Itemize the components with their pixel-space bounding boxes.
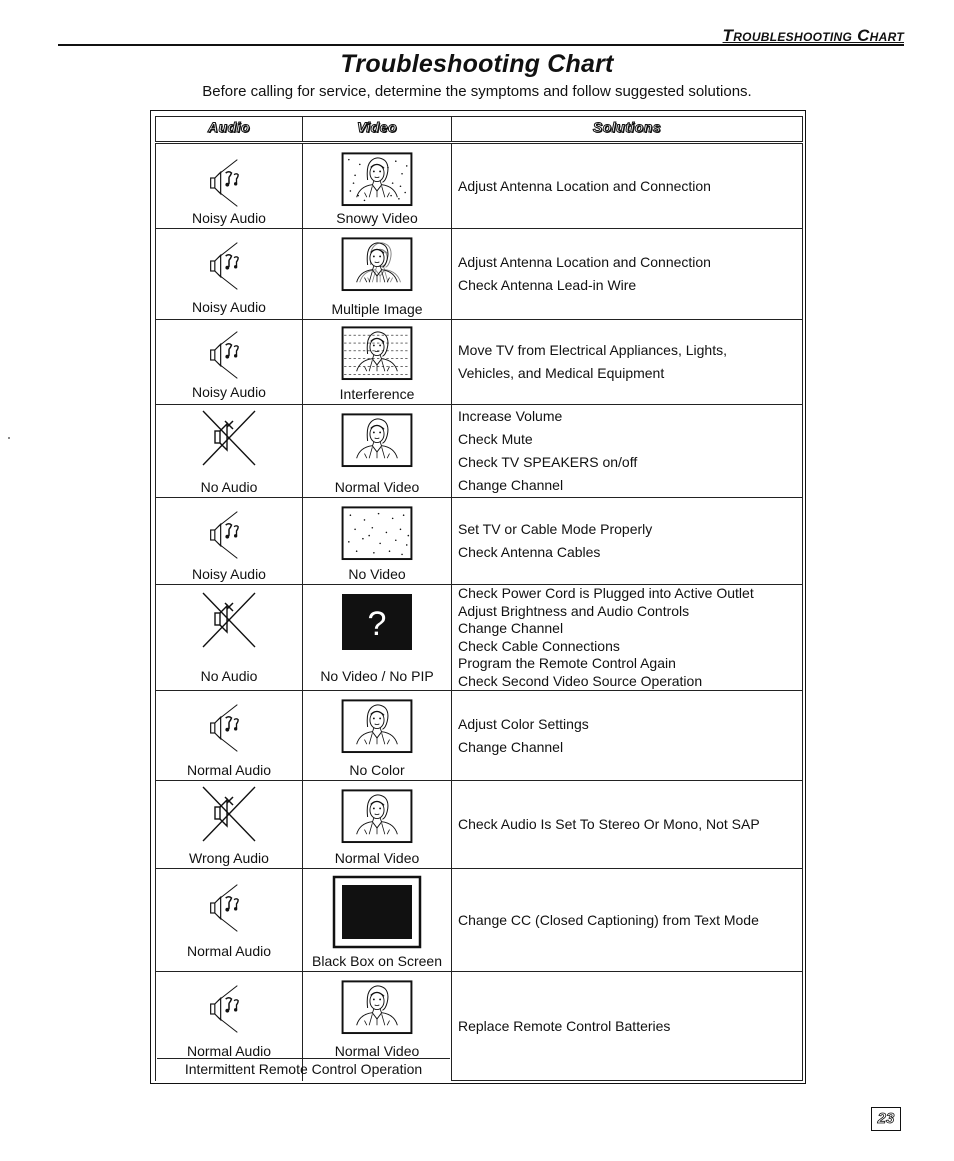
audio-symptom: Normal Audio (186, 762, 272, 778)
audio-cell (156, 229, 303, 320)
solution-item: Check Antenna Cables (458, 544, 601, 560)
video-symptom: Snowy Video (336, 210, 418, 226)
solution-item: Check Second Video Source Operation (458, 672, 703, 689)
solution-item: Program the Remote Control Again (458, 655, 676, 671)
table-row (156, 781, 803, 869)
black-box-screen-icon (332, 875, 422, 949)
video-cell (303, 498, 452, 585)
solutions-cell (452, 143, 803, 229)
normal-picture-icon (341, 787, 413, 847)
table-row (156, 585, 803, 691)
speaker-sound-icon (201, 330, 257, 380)
solutions-cell (452, 229, 803, 320)
audio-cell (156, 781, 303, 869)
solutions-cell (452, 405, 803, 498)
solution-item: Increase Volume (458, 408, 563, 424)
solutions-cell (452, 585, 803, 691)
solutions-cell (452, 691, 803, 781)
video-cell (303, 320, 452, 405)
page-subtitle: Before calling for service, determine the symptoms and follow suggested solutions. (202, 83, 752, 100)
table-row (156, 405, 803, 498)
video-symptom: No Color (349, 762, 405, 778)
speaker-sound-icon (201, 984, 257, 1034)
header-audio: Audio (156, 117, 303, 143)
svg-text:?: ? (367, 605, 387, 643)
solution-item: Check Audio Is Set To Stereo Or Mono, Not SAP (458, 816, 760, 832)
audio-cell (156, 143, 303, 229)
speaker-crossed-icon (197, 785, 261, 845)
audio-symptom: Noisy Audio (192, 299, 266, 315)
audio-symptom: No Audio (200, 479, 258, 495)
snowy-picture-icon (341, 150, 413, 210)
normal-picture-icon (341, 411, 413, 471)
solution-item: Vehicles, and Medical Equipment (458, 365, 665, 381)
audio-symptom: Normal Audio (186, 943, 272, 959)
solution-item: Check Power Cord is Plugged into Active Outlet (458, 585, 754, 601)
video-symptom: Normal Video (334, 1042, 420, 1059)
video-cell (303, 143, 452, 229)
normal-picture-icon (341, 978, 413, 1038)
page-title: Troubleshooting Chart (340, 50, 614, 78)
audio-cell (156, 869, 303, 972)
solution-item: Adjust Antenna Location and Connection (458, 177, 711, 194)
table-row (156, 320, 803, 405)
audio-symptom: Noisy Audio (192, 384, 266, 400)
solutions-cell (452, 869, 803, 972)
solutions-cell (452, 781, 803, 869)
speaker-crossed-icon (197, 591, 261, 651)
multiple-image-picture-icon (341, 235, 413, 295)
video-symptom: Normal Video (334, 479, 420, 495)
interference-picture-icon (341, 324, 413, 384)
stray-mark (8, 437, 10, 439)
running-header: Troubleshooting Chart (722, 26, 904, 45)
table-header-row (156, 117, 803, 143)
solutions-cell (452, 498, 803, 585)
solution-item: Change Channel (458, 738, 564, 755)
solution-item: Change Channel (458, 477, 564, 493)
solution-item: Check Mute (458, 431, 533, 447)
speaker-sound-icon (201, 883, 257, 933)
table-row (156, 498, 803, 585)
audio-cell (156, 405, 303, 498)
video-symptom: Normal Video (334, 850, 420, 866)
video-symptom: Interference (339, 386, 415, 402)
solution-item: Check Cable Connections (458, 637, 620, 654)
audio-cell (156, 691, 303, 781)
solutions-cell (452, 320, 803, 405)
static-screen-icon (341, 504, 413, 564)
solution-item: Adjust Antenna Location and Connection (458, 254, 711, 270)
row-footnote: Intermittent Remote Control Operation (157, 1058, 450, 1079)
solution-item: Move TV from Electrical Appliances, Lights, (458, 342, 727, 358)
table-row (156, 229, 803, 320)
audio-symptom: Wrong Audio (189, 850, 269, 866)
header-video: Video (303, 117, 452, 143)
video-cell (303, 869, 452, 972)
table-row (156, 143, 803, 229)
audio-symptom: Noisy Audio (192, 210, 266, 226)
solution-item: Change CC (Closed Captioning) from Text Mode (458, 911, 759, 928)
audio-symptom: Normal Audio (186, 1042, 272, 1059)
video-cell (303, 405, 452, 498)
video-cell (303, 781, 452, 869)
audio-symptom: Noisy Audio (192, 566, 266, 582)
solution-item: Check TV SPEAKERS on/off (458, 454, 638, 470)
table-row (156, 869, 803, 972)
speaker-sound-icon (201, 241, 257, 291)
audio-cell (156, 585, 303, 691)
table-row (156, 691, 803, 781)
solution-item: Adjust Brightness and Audio Controls (458, 602, 690, 619)
solution-item: Adjust Color Settings (458, 715, 589, 732)
audio-cell (156, 498, 303, 585)
video-symptom: Multiple Image (331, 301, 423, 317)
question-screen-icon (341, 593, 413, 651)
solution-item: Change Channel (458, 620, 564, 636)
page-number: 23 (871, 1107, 901, 1131)
video-cell (303, 229, 452, 320)
speaker-sound-icon (201, 703, 257, 753)
solution-item: Set TV or Cable Mode Properly (458, 521, 653, 537)
solutions-cell (452, 972, 803, 1081)
solution-item: Replace Remote Control Batteries (458, 1017, 671, 1034)
video-symptom: Black Box on Screen (312, 953, 442, 969)
audio-cell (156, 320, 303, 405)
speaker-sound-icon (201, 158, 257, 208)
speaker-crossed-icon (197, 409, 261, 469)
audio-symptom: No Audio (200, 668, 258, 684)
header-solutions: Solutions (452, 117, 803, 143)
video-symptom: No Video (348, 566, 406, 582)
normal-picture-icon (341, 697, 413, 757)
video-symptom: No Video / No PIP (320, 668, 434, 684)
video-cell (303, 691, 452, 781)
troubleshooting-table (155, 116, 803, 1081)
video-cell (303, 585, 452, 691)
solution-item: Check Antenna Lead-in Wire (458, 277, 637, 293)
speaker-sound-icon (201, 510, 257, 560)
